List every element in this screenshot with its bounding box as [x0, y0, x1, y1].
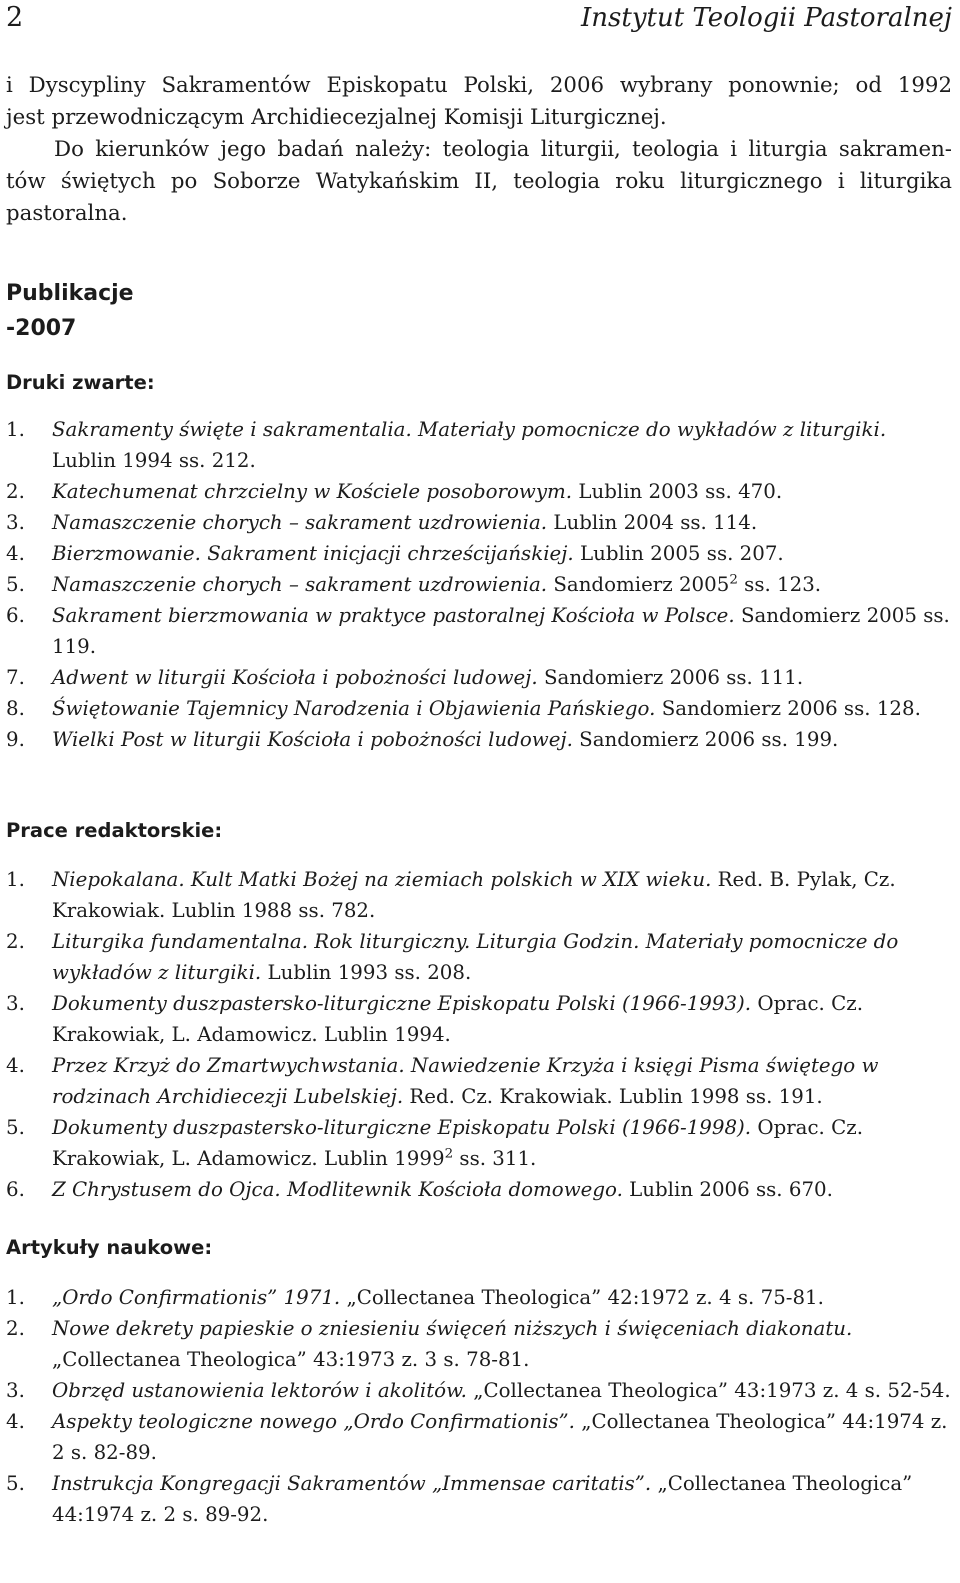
- list-item: [6, 693, 952, 724]
- section-heading-druki: Druki zwarte:: [6, 371, 155, 394]
- list-item: [6, 1468, 952, 1530]
- item-details: Lublin 2005 ss. 207.: [573, 542, 784, 565]
- item-details-tail: ss. 311.: [453, 1147, 537, 1170]
- item-number: 2.: [6, 480, 25, 503]
- item-details: Lublin 2006 ss. 670.: [622, 1178, 833, 1201]
- item-title: Dokumenty duszpastersko-liturgiczne Episkopatu Polski (1966-1998).: [52, 1116, 752, 1139]
- item-details: Lublin 1994 ss. 212.: [52, 449, 256, 472]
- item-title: Z Chrystusem do Ojca. Modlitewnik Kościoła domowego.: [52, 1178, 623, 1201]
- intro-line: jest przewodniczącym Archidiecezjalnej Komisji Liturgicznej.: [6, 105, 667, 130]
- item-title: Bierzmowanie. Sakrament inicjacji chrześcijańskiej.: [52, 542, 574, 565]
- item-number: 7.: [6, 666, 25, 689]
- list-item: [6, 724, 952, 755]
- intro-line: tów świętych po Soborze Watykańskim II, teologia roku liturgicznego i liturgika: [6, 169, 952, 194]
- item-title: Sakrament bierzmowania w praktyce pastoralnej Kościoła w Polsce.: [52, 604, 735, 627]
- item-number: 2.: [6, 1317, 25, 1340]
- list-item: [6, 1313, 952, 1375]
- item-title: Katechumenat chrzcielny w Kościele posoborowym.: [52, 480, 573, 503]
- item-details: Lublin 1993 ss. 208.: [261, 961, 472, 984]
- list-item: [6, 1282, 952, 1313]
- item-number: 6.: [6, 604, 25, 627]
- item-number: 4.: [6, 542, 25, 565]
- item-details-tail: ss. 123.: [737, 573, 822, 596]
- list-item: [6, 1406, 952, 1468]
- item-details: „Collectanea Theologica” 44:1974 z. 2 s. 82-89.: [52, 1410, 948, 1464]
- intro-paragraph: [6, 70, 952, 230]
- item-number: 3.: [6, 511, 25, 534]
- list-item: [6, 1375, 952, 1406]
- intro-line: i Dyscypliny Sakramentów Episkopatu Polski, 2006 wybrany ponownie; od 1992: [6, 73, 952, 98]
- item-details: Sandomierz 2005: [547, 573, 730, 596]
- edition-superscript: 2: [729, 572, 738, 588]
- item-title: Nowe dekrety papieskie o zniesieniu święceń niższych i święceniach diakonatu.: [52, 1317, 853, 1340]
- item-title: Namaszczenie chorych – sakrament uzdrowienia.: [52, 511, 548, 534]
- list-item: [6, 476, 952, 507]
- running-title: Instytut Teologii Pastoralnej: [581, 3, 952, 33]
- item-number: 4.: [6, 1054, 25, 1077]
- item-number: 2.: [6, 930, 25, 953]
- item-details: Lublin 2004 ss. 114.: [547, 511, 758, 534]
- item-details: Oprac. Cz. Krakowiak, L. Adamowicz. Lublin 1999: [52, 1116, 863, 1170]
- list-item: [6, 662, 952, 693]
- item-number: 8.: [6, 697, 25, 720]
- item-number: 5.: [6, 1116, 25, 1139]
- item-title: Przez Krzyż do Zmartwychwstania. Nawiedzenie Krzyża i księgi Pisma świętego w rodzinach Archidiecezji Lubelskiej.: [52, 1054, 879, 1108]
- page-number: 2: [6, 2, 24, 33]
- item-title: Wielki Post w liturgii Kościoła i pobożności ludowej.: [52, 728, 573, 751]
- item-title: „Ordo Confirmationis” 1971.: [52, 1286, 341, 1309]
- section-heading-prace: Prace redaktorskie:: [6, 819, 223, 842]
- item-number: 6.: [6, 1178, 25, 1201]
- list-item: [6, 507, 952, 538]
- page-header: [6, 0, 952, 36]
- list-item: [6, 926, 952, 988]
- list-item: [6, 414, 952, 476]
- item-title: Namaszczenie chorych – sakrament uzdrowienia.: [52, 573, 548, 596]
- item-number: 3.: [6, 992, 25, 1015]
- item-details: Lublin 2003 ss. 470.: [572, 480, 783, 503]
- item-details: Red. Cz. Krakowiak. Lublin 1998 ss. 191.: [403, 1085, 823, 1108]
- item-number: 9.: [6, 728, 25, 751]
- item-title: Aspekty teologiczne nowego „Ordo Confirmationis”.: [52, 1410, 575, 1433]
- edition-superscript: 2: [444, 1146, 454, 1162]
- publications-heading: Publikacje: [6, 281, 134, 306]
- item-details: Sandomierz 2005 ss. 119.: [52, 604, 950, 658]
- item-details: Sandomierz 2006 ss. 111.: [537, 666, 804, 689]
- item-title: Sakramenty święte i sakramentalia. Materiały pomocnicze do wykładów z liturgiki.: [52, 418, 887, 441]
- item-number: 4.: [6, 1410, 25, 1433]
- item-number: 5.: [6, 573, 25, 596]
- item-details: „Collectanea Theologica” 42:1972 z. 4 s. 75-81.: [340, 1286, 824, 1309]
- intro-line: pastoralna.: [6, 201, 128, 226]
- druki-list: [6, 414, 952, 755]
- list-item: [6, 1050, 952, 1112]
- item-title: Dokumenty duszpastersko-liturgiczne Episkopatu Polski (1966-1993).: [52, 992, 752, 1015]
- item-title: Liturgika fundamentalna. Rok liturgiczny. Liturgia Godzin. Materiały pomocnicze do wykładów z liturgiki.: [52, 930, 899, 984]
- prace-list: [6, 864, 952, 1205]
- list-item: [6, 988, 952, 1050]
- item-number: 3.: [6, 1379, 25, 1402]
- list-item: [6, 1112, 952, 1174]
- item-details: „Collectanea Theologica” 44:1974 z. 2 s. 89-92.: [52, 1472, 913, 1526]
- item-title: Adwent w liturgii Kościoła i pobożności ludowej.: [52, 666, 538, 689]
- item-details: Sandomierz 2006 ss. 128.: [655, 697, 921, 720]
- item-title: Obrzęd ustanowienia lektorów i akolitów.: [52, 1379, 467, 1402]
- item-number: 1.: [6, 1286, 25, 1309]
- section-heading-artykuly: Artykuły naukowe:: [6, 1236, 213, 1259]
- item-number: 1.: [6, 868, 25, 891]
- item-number: 5.: [6, 1472, 25, 1495]
- item-details: Oprac. Cz. Krakowiak, L. Adamowicz. Lublin 1994.: [52, 992, 863, 1046]
- item-details: Sandomierz 2006 ss. 199.: [572, 728, 839, 751]
- item-title: Instrukcja Kongregacji Sakramentów „Immensae caritatis”.: [52, 1472, 652, 1495]
- list-item: [6, 538, 952, 569]
- artykuly-list: [6, 1282, 952, 1530]
- intro-line: Do kierunków jego badań należy: teologia liturgii, teologia i liturgia sakramen-: [54, 137, 952, 162]
- item-details: „Collectanea Theologica” 43:1973 z. 4 s. 52-54.: [466, 1379, 951, 1402]
- list-item: [6, 1174, 952, 1205]
- item-details: „Collectanea Theologica” 43:1973 z. 3 s. 78-81.: [52, 1348, 530, 1371]
- item-number: 1.: [6, 418, 25, 441]
- list-item: [6, 569, 952, 600]
- list-item: [6, 600, 952, 662]
- publications-period: -2007: [6, 316, 77, 341]
- item-title: Niepokalana. Kult Matki Bożej na ziemiach polskich w XIX wieku.: [52, 868, 712, 891]
- item-details: Red. B. Pylak, Cz. Krakowiak. Lublin 1988 ss. 782.: [52, 868, 896, 922]
- item-title: Świętowanie Tajemnicy Narodzenia i Objawienia Pańskiego.: [52, 697, 656, 720]
- list-item: [6, 864, 952, 926]
